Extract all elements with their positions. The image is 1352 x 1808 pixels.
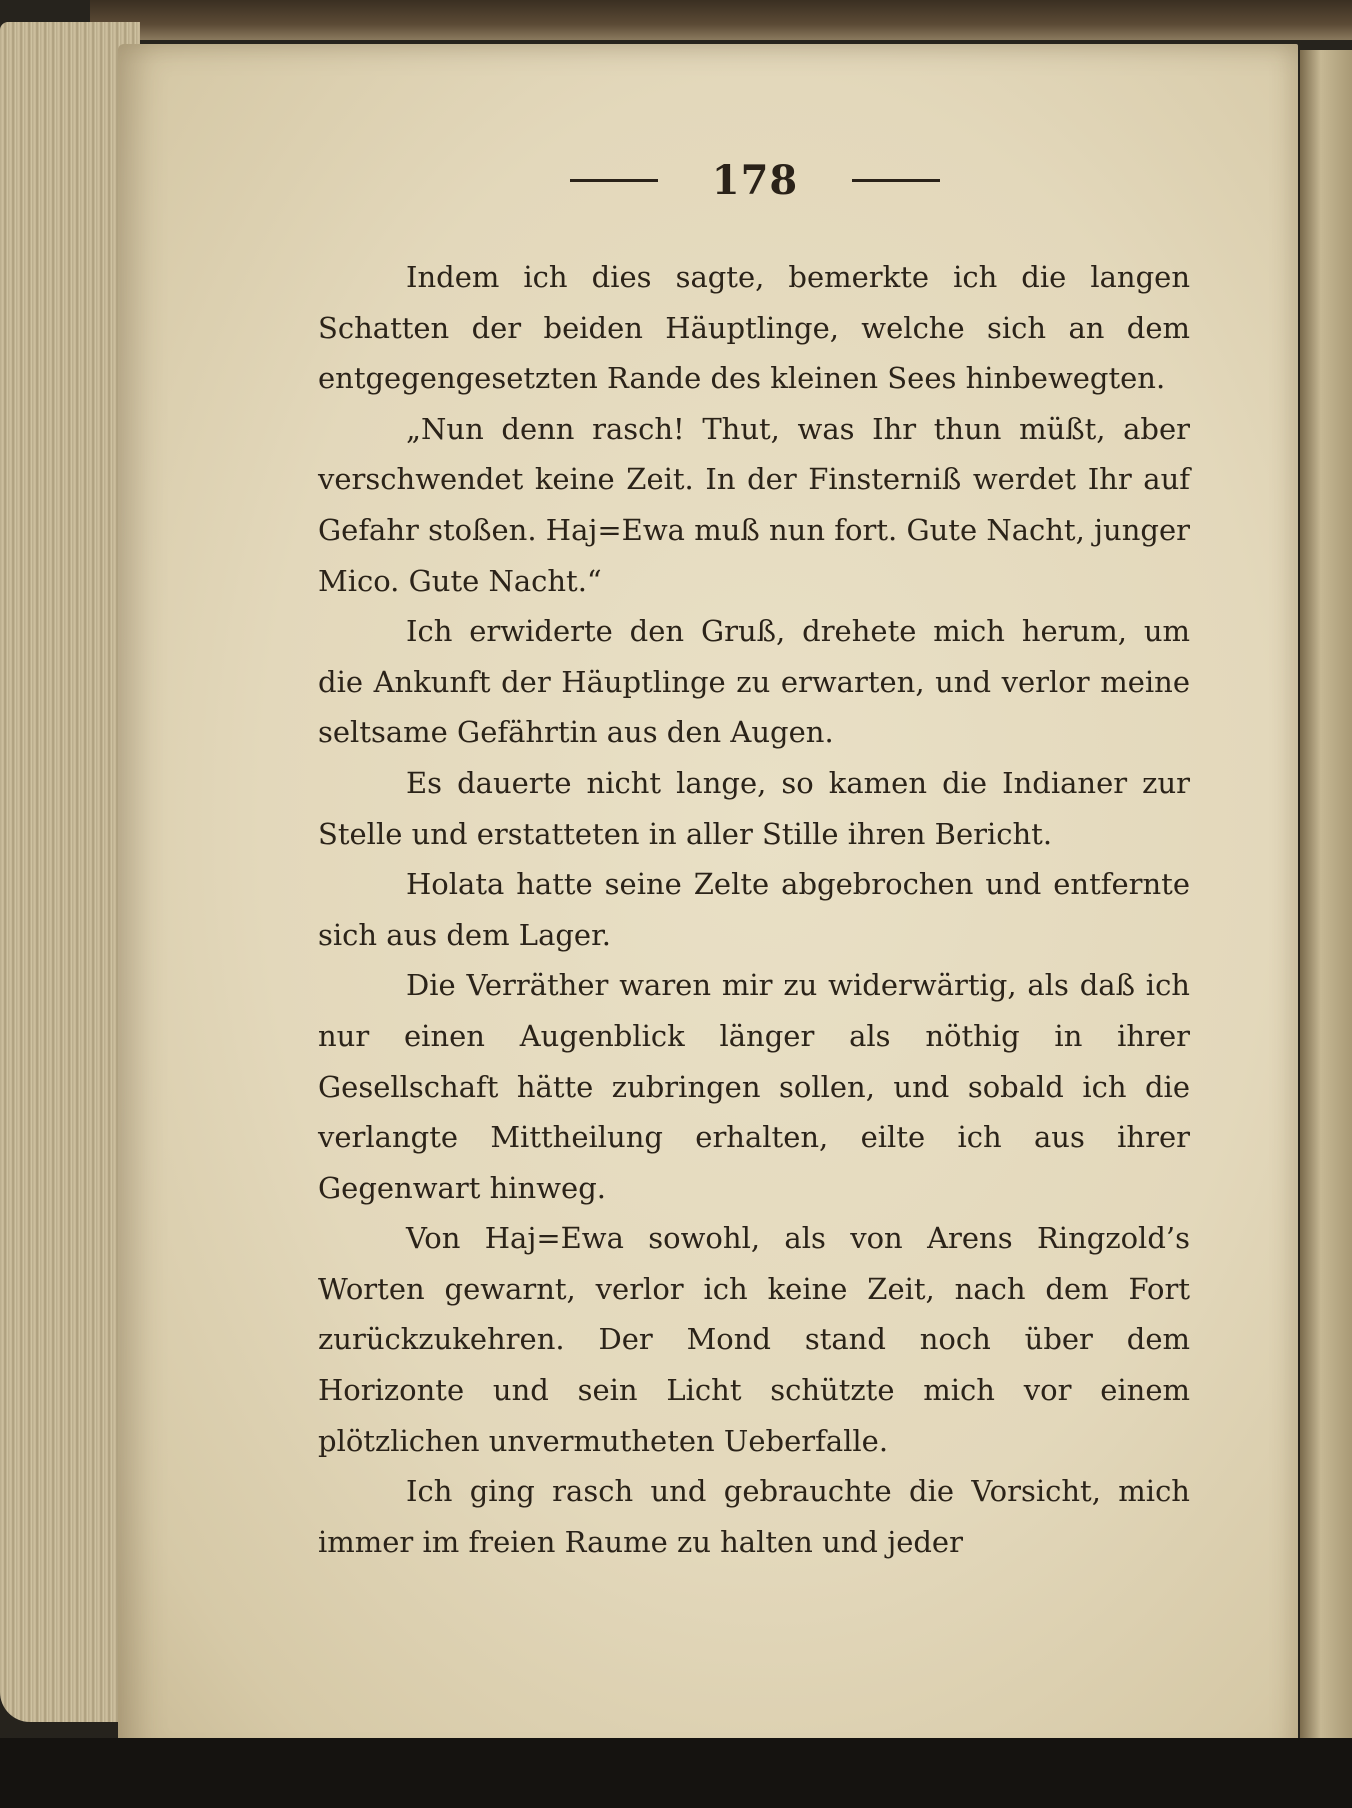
header-rule-right bbox=[852, 179, 940, 182]
paragraph: Die Verräther waren mir zu widerwärtig, als daß ich nur einen Augenblick länger als nöthig in ihrer Gesellschaft hätte zubringen sollen, und sobald ich die verlangte Mittheilung erhalten, eilte ich aus ihrer Gegenwart hinweg. bbox=[318, 968, 1190, 1205]
paragraph: Ich erwiderte den Gruß, drehete mich herum, um die Ankunft der Häuptlinge zu erwarten, und verlor meine seltsame Gefährtin aus den Augen. bbox=[318, 614, 1190, 750]
right-page-edge bbox=[1300, 50, 1352, 1750]
page-number: 178 bbox=[711, 156, 799, 204]
scan-bottom-shadow bbox=[0, 1738, 1352, 1808]
paragraph: Es dauerte nicht lange, so kamen die Indianer zur Stelle und erstatteten in aller Stille ihren Bericht. bbox=[318, 765, 1190, 851]
paragraph: Holata hatte seine Zelte abgebrochen und entfernte sich aus dem Lager. bbox=[318, 867, 1190, 952]
paragraph: Ich ging rasch und gebrauchte die Vorsicht, mich immer im freien Raume zu halten und jeder bbox=[318, 1474, 1190, 1559]
page-header bbox=[570, 150, 940, 210]
paragraph: Von Haj=Ewa sowohl, als von Arens Ringzold’s Worten gewarnt, verlor ich keine Zeit, nach dem Fort zurückzukehren. Der Mond stand noch über dem Horizonte und sein Licht schützte mich vor einem plötzlichen unvermutheten Ueberfalle. bbox=[318, 1221, 1190, 1458]
paragraph: „Nun denn rasch! Thut, was Ihr thun müßt, aber verschwendet keine Zeit. In der Finsterniß werdet Ihr auf Gefahr stoßen. Haj=Ewa muß nun fort. Gute Nacht, junger Mico. Gute Nacht.“ bbox=[318, 411, 1190, 598]
book-binding-top bbox=[90, 0, 1352, 40]
header-rule-left bbox=[570, 179, 658, 182]
body-text bbox=[318, 252, 1190, 1567]
paragraph: Indem ich dies sagte, bemerkte ich die langen Schatten der beiden Häuptlinge, welche sich an dem entgegengesetzten Rande des kleinen Sees hinbewegten. bbox=[318, 260, 1190, 396]
